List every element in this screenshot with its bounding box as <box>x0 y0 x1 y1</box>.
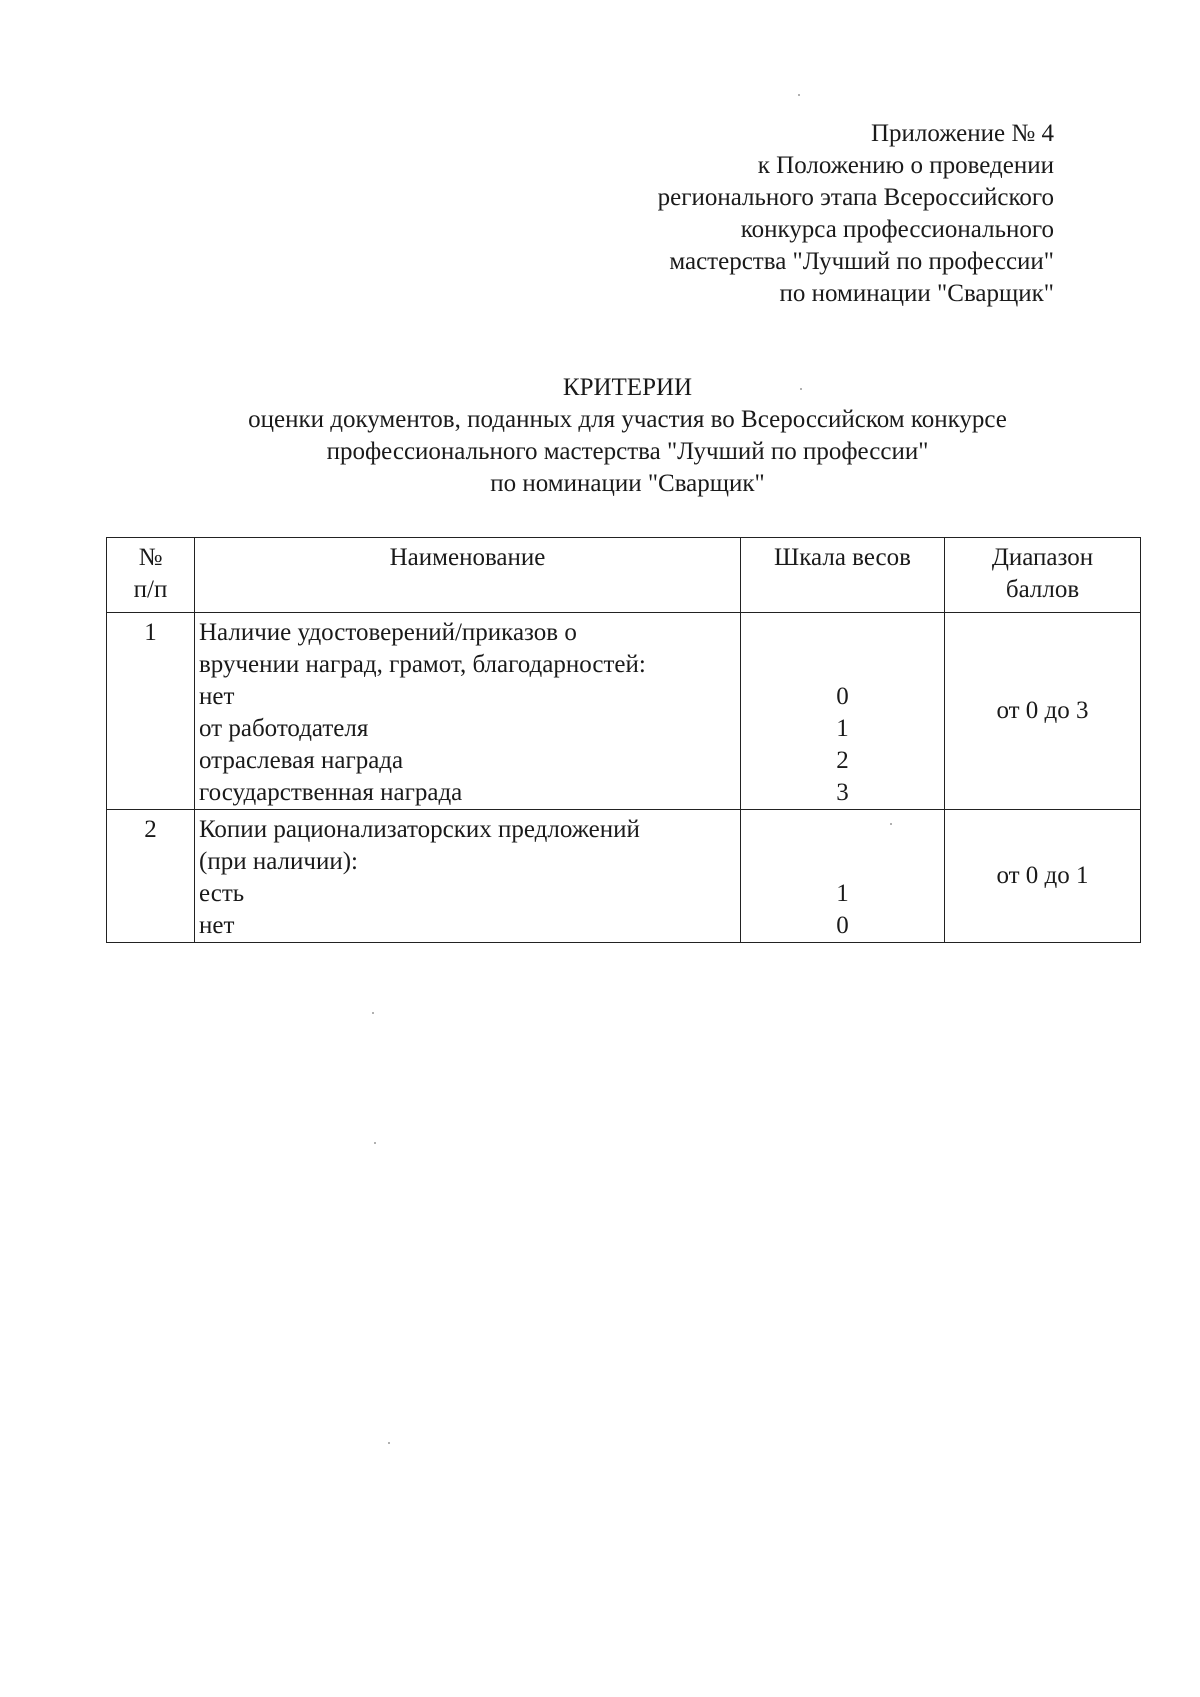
row-scale: 0 1 2 3 <box>741 613 945 810</box>
header-num: № п/п <box>107 538 195 613</box>
table-header-row <box>107 538 1141 613</box>
table-row <box>107 810 1141 943</box>
row-number: 2 <box>107 810 195 943</box>
appendix-line: конкурса профессионального <box>740 216 1054 243</box>
scan-speck <box>372 1012 374 1014</box>
scan-speck <box>798 94 800 96</box>
table-row <box>107 613 1141 810</box>
criteria-table <box>106 537 1141 943</box>
appendix-line: мастерства "Лучший по профессии" <box>669 248 1054 275</box>
scan-speck <box>388 1442 390 1444</box>
title-line: профессионального мастерства "Лучший по профессии" <box>326 438 929 465</box>
scan-speck <box>890 823 892 825</box>
header-name: Наименование <box>195 538 741 613</box>
title-line: оценки документов, поданных для участия во Всероссийском конкурсе <box>248 406 1007 433</box>
appendix-line: по номинации "Сварщик" <box>779 280 1054 307</box>
document-title <box>0 372 1200 500</box>
title-line: по номинации "Сварщик" <box>490 470 765 497</box>
row-scale: 1 0 <box>741 810 945 943</box>
row-range: от 0 до 3 <box>945 613 1141 810</box>
header-scale: Шкала весов <box>741 538 945 613</box>
row-range: от 0 до 1 <box>945 810 1141 943</box>
header-range: Диапазон баллов <box>945 538 1141 613</box>
appendix-line: регионального этапа Всероссийского <box>657 184 1054 211</box>
row-name: Копии рационализаторских предложений (при наличии): есть нет <box>195 810 741 943</box>
appendix-line: Приложение № 4 <box>870 120 1054 147</box>
row-number: 1 <box>107 613 195 810</box>
appendix-block <box>658 118 1054 310</box>
row-name: Наличие удостоверений/приказов о вручении наград, грамот, благодарностей: нет от работодателя отраслевая награда государственная награда <box>195 613 741 810</box>
scan-speck <box>800 388 802 390</box>
appendix-line: к Положению о проведении <box>757 152 1054 179</box>
title-heading: КРИТЕРИИ <box>562 374 693 401</box>
scan-speck <box>374 1142 376 1144</box>
